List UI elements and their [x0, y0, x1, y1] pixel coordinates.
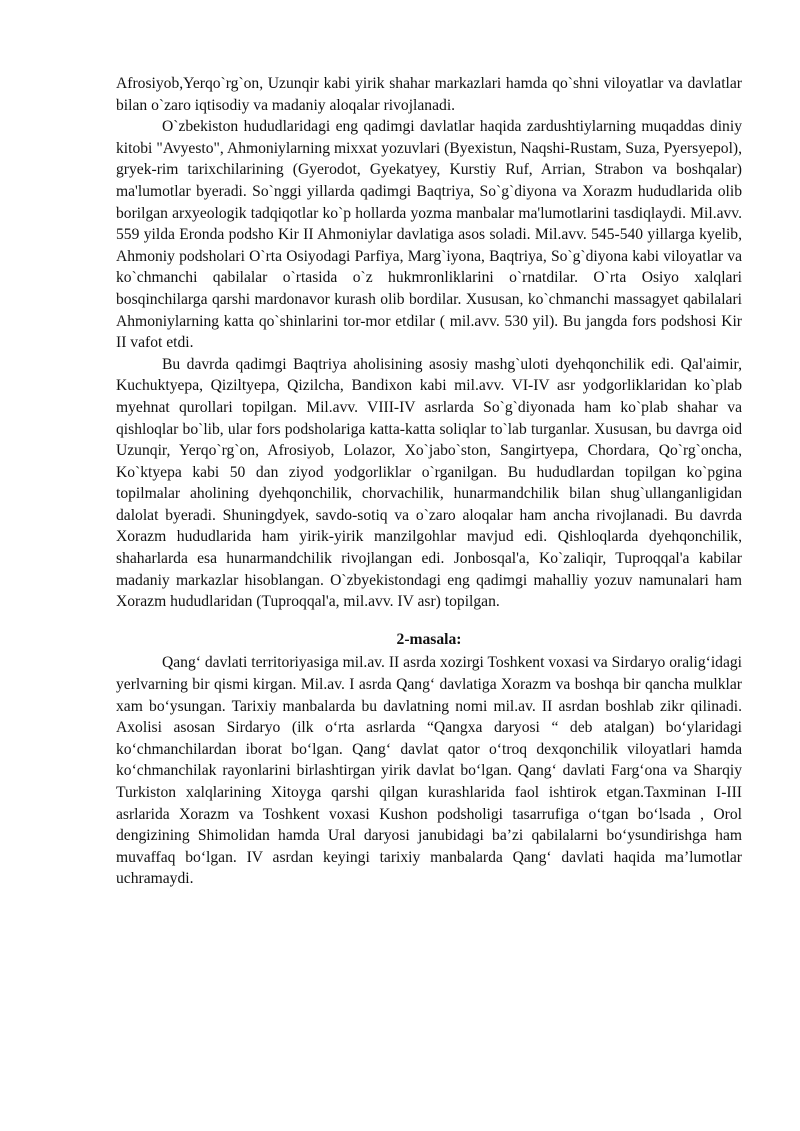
paragraph-qang-state: Qang‘ davlati territoriyasiga mil.av. II asrda xozirgi Toshkent voxasi va Sirdaryo oralig‘idagi yerlvarning bir qismi kirgan. Mil.av. I asrda Qang‘ davlatiga Xorazm va boshqa bir qancha mulklar xam bo‘ysungan. Tarixiy manbalarda bu davlatning nomi mil.av. II asrdan boshlab zikr qilinadi. Axolisi asosan Sirdaryo (ilk o‘rta asrlarda “Qangxa daryosi “ deb atalgan) bo‘ylaridagi ko‘chmanchilardan iborat bo‘lgan. Qang‘ davlat qator o‘troq dexqonchilik viloyatlari hamda ko‘chmanchilak rayonlarini birlashtirgan yirik davlat bo‘lgan. Qang‘ davlati Farg‘ona va Sharqiy Turkiston xalqlarining Xitoyga qarshi qilgan kurashlarida faol ishtirok etgan.Taxminan I-III asrlarida Xorazm va Toshkent voxasi Kushon podsholigi tasarrufiga o‘tgan bo‘lsada , Orol dengizining Shimolidan hamda Ural daryosi janubidagi ba’zi qabilalarni bo‘ysundirishga ham muvaffaq bo‘lgan. IV asrdan keyingi tarixiy manbalarda Qang‘ davlati haqida ma’lumotlar uchramaydi.	[116, 654, 742, 888]
section-heading: 2-masala:	[396, 630, 462, 648]
paragraph-sources: O`zbekiston hududlaridagi eng qadimgi davlatlar haqida zardushtiylarning muqaddas diniy kitobi "Avyesto", Ahmoniylarning mixxat yozuvlari (Byexistun, Naqshi-Rustam, Suza, Pyersyepol), gryek-rim tarixchilarining (Gyerodot, Gyekatyey, Kurstiy Ruf, Arrian, Strabon va boshqalar) ma'lumotlar byeradi. So`nggi yillarda qadimgi Baqtriya, So`g`diyona va Xorazm hududlarida olib borilgan arxyeologik tadqiqotlar ko`p hollarda yozma manbalar ma'lumotlarini tasdiqlaydi. Mil.avv. 559 yilda Eronda podsho Kir II Ahmoniylar davlatiga asos soladi. Mil.avv. 545-540 yillarga kyelib, Ahmoniy podsholari O`rta Osiyodagi Parfiya, Marg`iyona, Baqtriya, So`g`diyona kabi viloyatlar va ko`chmanchi qabilalar o`rtasida o`z hukmronliklarini o`rnatdilar. O`rta Osiyo xalqlari bosqinchilarga qarshi mardonavor kurash olib bordilar. Xususan, ko`chmanchi massagyet qabilalari Ahmoniylarning katta qo`shinlarini tor-mor etdilar ( mil.avv. 530 yil). Bu jangda fors podshosi Kir II vafot etdi.	[116, 118, 742, 352]
paragraph-continuation: Afrosiyob,Yerqo`rg`on, Uzunqir kabi yirik shahar markazlari hamda qo`shni viloyatlar va davlatlar bilan o`zaro iqtisodiy va madaniy aloqalar rivojlanadi.	[116, 75, 742, 114]
paragraph-baqtriya: Bu davrda qadimgi Baqtriya aholisining asosiy mashg`uloti dyehqonchilik edi. Qal'aimir, Kuchuktyepa, Qiziltyepa, Qizilcha, Bandixon kabi mil.avv. VI-IV asr yodgorliklaridan ko`plab myehnat qurollari topilgan. Mil.avv. VIII-IV asrlarda So`g`diyonada ham ko`plab shahar va qishloqlar bo`lib, ular fors podsholariga katta-katta soliqlar to`lab turganlar. Xususan, bu davrga oid Uzunqir, Yerqo`rg`on, Afrosiyob, Lolazor, Xo`jabo`ston, Sangirtyepa, Chordara, Qo`rg`oncha, Ko`ktyepa kabi 50 dan ziyod yodgorliklar o`rganilgan. Bu hududlardan topilgan ko`pgina topilmalar aholining dyehqonchilik, chorvachilik, hunarmandchilik bilan shug`ullanganligidan dalolat byeradi. Shuningdyek, savdo-sotiq va o`zaro aloqalar ham ancha rivojlanadi. Bu davrda Xorazm hududlarida ham yirik-yirik manzilgohlar mavjud edi. Qishloqlarda dyehqonchilik, shaharlarda esa hunarmandchilik rivojlangan edi. Jonbosqal'a, Ko`zaliqir, Tuproqqal'a kabilar madaniy markazlar hisoblangan. O`zbyekistondagi eng qadimgi mahalliy yozuv namunalari ham Xorazm hududlaridan (Tuproqqal'a, mil.avv. IV asr) topilgan.	[116, 355, 742, 611]
